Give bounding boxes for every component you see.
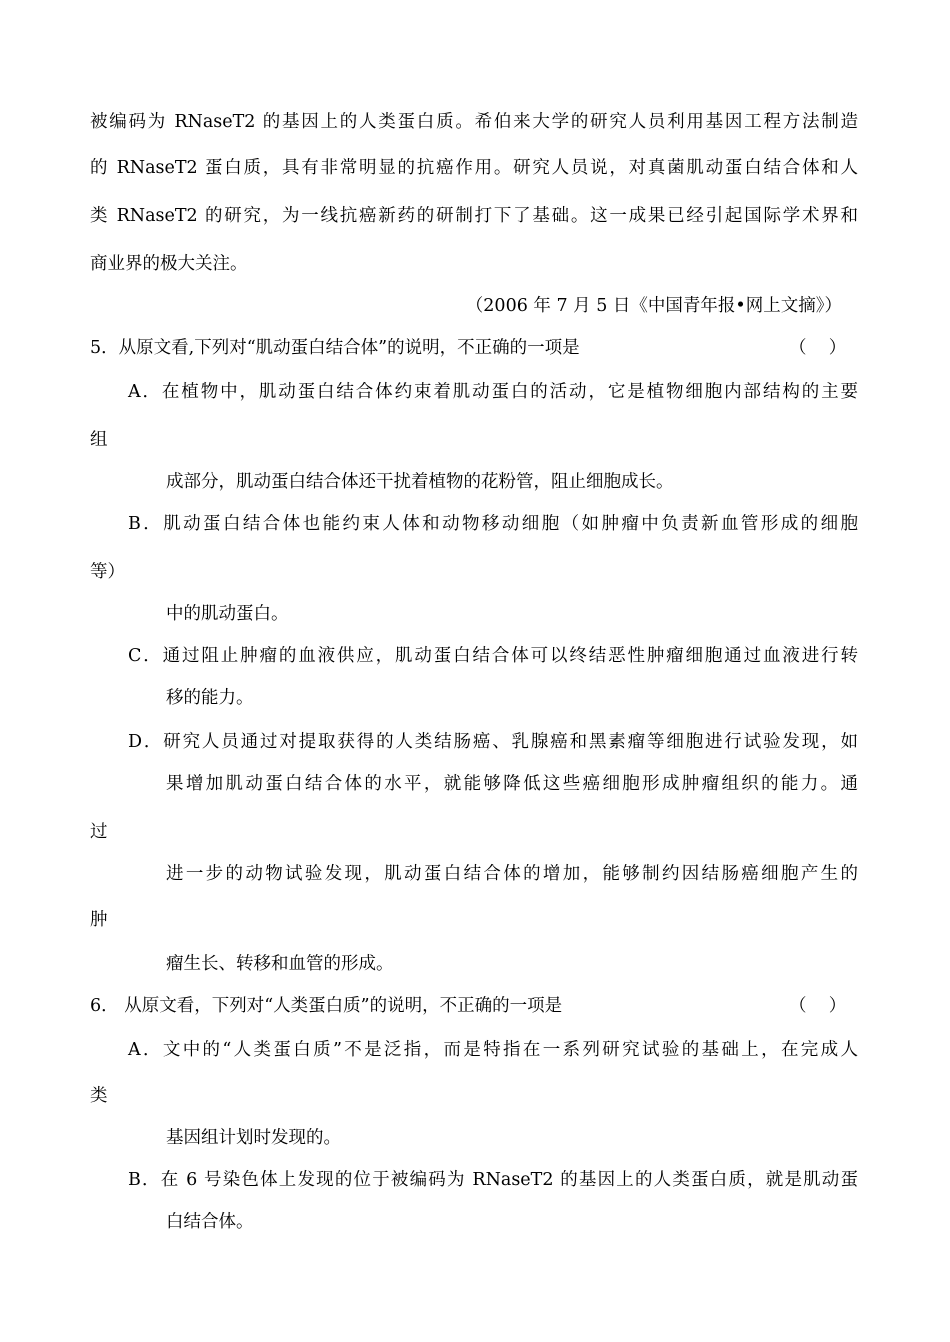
q5-option-a-line-1: A．在植物中，肌动蛋白结合体约束着肌动蛋白的活动，它是植物细胞内部结构的主要 [128,382,858,402]
passage-line-4: 商业界的极大关注。 [90,254,248,274]
q5-option-a-line-3: 成部分，肌动蛋白结合体还干扰着植物的花粉管，阻止细胞成长。 [166,472,674,492]
q6-option-a-line-1: A．文中的“人类蛋白质”不是泛指，而是特指在一系列研究试验的基础上，在完成人 [128,1040,858,1060]
q5-option-d-line-1: D．研究人员通过对提取获得的人类结肠癌、乳腺癌和黑素瘤等细胞进行试验发现，如 [128,732,858,752]
q5-stem: 5．从原文看,下列对“肌动蛋白结合体”的说明，不正确的一项是 [90,338,580,358]
q5-option-c-line-2: 移的能力。 [166,688,254,708]
q5-option-c-line-1: C．通过阻止肿瘤的血液供应，肌动蛋白结合体可以终结恶性肿瘤细胞通过血液进行转 [128,646,858,666]
q6-answer-bracket: （ ） [789,996,847,1016]
passage-line-2: 的 RNaseT2 蛋白质，具有非常明显的抗癌作用。研究人员说，对真菌肌动蛋白结合体和人 [90,158,858,178]
q5-option-b-line-3: 中的肌动蛋白。 [166,604,289,624]
passage-source: （2006 年 7 月 5 日《中国青年报•网上文摘》） [465,296,842,316]
q5-option-d-line-2: 果增加肌动蛋白结合体的水平，就能够降低这些癌细胞形成肿瘤组织的能力。通 [166,774,858,794]
passage-line-1: 被编码为 RNaseT2 的基因上的人类蛋白质。希伯来大学的研究人员利用基因工程方法制造 [90,112,858,132]
q5-option-b-line-2: 等） [90,562,125,582]
passage-line-3: 类 RNaseT2 的研究，为一线抗癌新药的研制打下了基础。这一成果已经引起国际学术界和 [90,206,858,226]
q6-option-a-line-2: 类 [90,1086,108,1106]
q5-option-d-line-6: 瘤生长、转移和血管的形成。 [166,954,394,974]
q5-option-a-line-2: 组 [90,430,108,450]
q5-answer-bracket: （ ） [789,338,847,358]
q5-option-d-line-4: 进一步的动物试验发现，肌动蛋白结合体的增加，能够制约因结肠癌细胞产生的 [166,864,858,884]
q6-option-b-line-1: B．在 6 号染色体上发现的位于被编码为 RNaseT2 的基因上的人类蛋白质，就是肌动蛋 [128,1170,858,1190]
q6-option-b-line-2: 白结合体。 [166,1212,254,1232]
q6-stem: 6． 从原文看，下列对“人类蛋白质”的说明，不正确的一项是 [90,996,563,1016]
q5-option-b-line-1: B．肌动蛋白结合体也能约束人体和动物移动细胞（如肿瘤中负责新血管形成的细胞 [128,514,858,534]
q6-option-a-line-3: 基因组计划时发现的。 [166,1128,341,1148]
q5-option-d-line-3: 过 [90,822,108,842]
q5-option-d-line-5: 肿 [90,910,108,930]
